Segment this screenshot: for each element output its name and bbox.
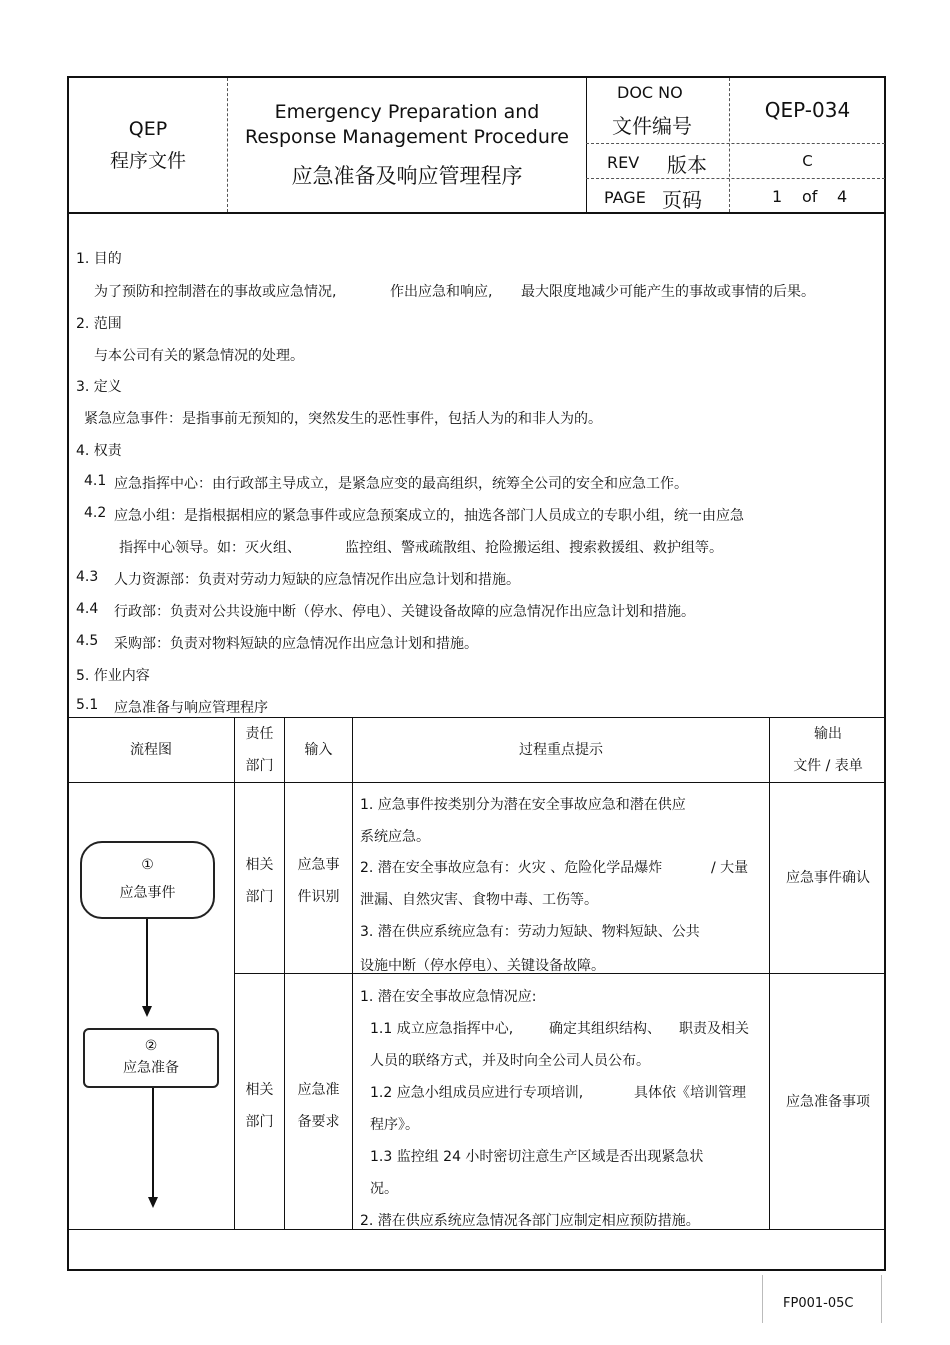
row2-input-line1: 应急准 [297, 1082, 340, 1098]
title-en-line1: Emergency Preparation and [274, 101, 540, 123]
col-divider-input [352, 717, 353, 1229]
header-bottom-border [67, 212, 886, 214]
flow-step-1-number: ① [141, 857, 154, 873]
page-of: of [802, 187, 818, 206]
section-1-text-a: 为了预防和控制潜在的事故或应急情况, [94, 284, 337, 300]
row2-process-line3: 人员的联络方式，并及时向全公司人员公布。 [370, 1053, 650, 1069]
col-divider-flow [234, 717, 235, 1229]
section-5-1-text: 应急准备与响应管理程序 [114, 700, 268, 716]
section-4-title: 4. 权责 [76, 443, 122, 459]
section-2-title: 2. 范围 [76, 316, 122, 332]
doc-no-en: DOC NO [617, 83, 683, 102]
flow-step-2-box [83, 1028, 219, 1088]
section-1-title: 1. 目的 [76, 251, 122, 267]
th-dept-line1: 责任 [245, 726, 274, 742]
page-total: 4 [837, 187, 848, 206]
row1-output: 应急事件确认 [786, 870, 870, 886]
flow-step-2-label: 应急准备 [123, 1060, 179, 1076]
page-current: 1 [772, 187, 783, 206]
section-4-2-num: 4.2 [84, 505, 107, 521]
procedure-file-label: 程序文件 [109, 150, 186, 172]
section-4-2-text: 应急小组：是指根据相应的紧急事件或应急预案成立的，抽选各部门人员成立的专职小组，统一由应急 [114, 508, 744, 524]
row1-input-line2: 件识别 [297, 889, 340, 905]
qep-label: QEP [128, 118, 168, 140]
row2-process-line5: 程序》。 [370, 1117, 419, 1133]
row2-process-line2a: 1.1 成立应急指挥中心, [370, 1021, 514, 1037]
th-input: 输入 [304, 742, 333, 758]
row2-process-line7: 况。 [370, 1181, 398, 1197]
doc-no-cn: 文件编号 [612, 114, 692, 138]
section-4-2-cont-b: 监控组、警戒疏散组、抢险搬运组、搜索救援组、救护组等。 [345, 540, 723, 556]
rev-label-cell [587, 144, 729, 178]
header-left-block [69, 78, 227, 212]
th-dept [235, 718, 284, 782]
title-cn: 应急准备及响应管理程序 [291, 164, 523, 188]
flow-step-1-label: 应急事件 [119, 885, 176, 901]
flow-arrow-2-head [148, 1197, 158, 1208]
section-2-text: 与本公司有关的紧急情况的处理。 [94, 348, 304, 364]
row1-process-line3b: / 大量 [711, 860, 749, 876]
row2-process-line6: 1.3 监控组 24 小时密切注意生产区域是否出现紧急状 [370, 1149, 704, 1165]
row2-input-line2: 备要求 [297, 1114, 340, 1130]
row2-process-line2b: 确定其组织结构、 [549, 1021, 661, 1037]
page-en: PAGE [604, 188, 646, 207]
header-title-block [228, 78, 586, 212]
row1-process-line6: 设施中断（停水停电）、关键设备故障。 [360, 958, 605, 974]
section-4-2-cont-a: 指挥中心领导。如：灭火组、 [119, 540, 301, 556]
flow-arrow-1-head [142, 1006, 152, 1017]
flow-step-1-box [80, 841, 215, 919]
page-value [730, 179, 885, 212]
col-divider-dept [284, 717, 285, 1229]
row2-dept-line1: 相关 [245, 1082, 274, 1098]
row2-process-line4b: 具体依《培训管理 [634, 1085, 746, 1101]
form-code: FP001-05C [783, 1296, 854, 1311]
row2-output: 应急准备事项 [786, 1093, 870, 1110]
table-header-bottom [68, 782, 886, 783]
section-4-4-num: 4.4 [76, 601, 99, 617]
row1-input [285, 849, 352, 913]
th-output [770, 718, 886, 782]
row2-input [285, 1074, 352, 1138]
section-5-1-num: 5.1 [76, 697, 99, 713]
section-5-title: 5. 作业内容 [76, 668, 150, 684]
doc-no-value: QEP-034 [764, 98, 851, 122]
row1-dept-line1: 相关 [245, 857, 274, 873]
row2-process-line4a: 1.2 应急小组成员应进行专项培训, [370, 1085, 584, 1101]
section-3-title: 3. 定义 [76, 379, 122, 395]
row1-dept-line2: 部门 [245, 889, 274, 905]
row2-dept-line2: 部门 [245, 1114, 274, 1130]
row1-process-line5: 3. 潜在供应系统应急有：劳动力短缺、物料短缺、公共 [360, 924, 700, 940]
flow-arrow-1-line [146, 919, 148, 1007]
row2-process-line1: 1. 潜在安全事故应急情况应: [360, 989, 537, 1005]
rev-en: REV [607, 153, 640, 172]
row1-process-line4: 泄漏、自然灾害、食物中毒、工伤等。 [360, 892, 598, 908]
row2-process-line8: 2. 潜在供应系统应急情况各部门应制定相应预防措施。 [360, 1213, 700, 1229]
title-en-line2: Response Management Procedure [245, 126, 569, 148]
row1-dept [235, 849, 284, 913]
rev-value: C [802, 152, 813, 170]
th-flow: 流程图 [130, 742, 172, 758]
th-output-line1: 输出 [814, 726, 842, 742]
page-label-cell [587, 179, 729, 212]
section-1-text-b: 作出应急和响应, [390, 284, 493, 300]
th-dept-line2: 部门 [245, 758, 274, 774]
th-process: 过程重点提示 [519, 742, 603, 758]
row2-dept [235, 1074, 284, 1138]
row1-process-line3: 2. 潜在安全事故应急有：火灾 、危险化学品爆炸 [360, 860, 663, 876]
th-output-line2: 文件 / 表单 [793, 758, 863, 774]
section-4-5-num: 4.5 [76, 633, 99, 649]
page-cn: 页码 [662, 188, 702, 212]
doc-no-label-cell [587, 78, 729, 143]
section-3-text: 紧急应急事件：是指事前无预知的，突然发生的恶性事件，包括人为的和非人为的。 [84, 411, 602, 427]
rev-cn: 版本 [667, 153, 707, 177]
section-4-3-text: 人力资源部：负责对劳动力短缺的应急情况作出应急计划和措施。 [114, 572, 520, 588]
flow-arrow-2-line [152, 1088, 154, 1198]
section-4-1-num: 4.1 [84, 473, 107, 489]
row1-input-line1: 应急事 [297, 857, 340, 873]
section-4-1-text: 应急指挥中心：由行政部主导成立，是紧急应变的最高组织，统筹全公司的安全和应急工作。 [114, 476, 688, 492]
row2-process-line2c: 职责及相关 [679, 1021, 749, 1037]
section-1-text-c: 最大限度地减少可能产生的事故或事情的后果。 [521, 284, 815, 300]
section-4-4-text: 行政部：负责对公共设施中断（停水、停电）、关键设备故障的应急情况作出应急计划和措施。 [114, 604, 695, 620]
row1-process-line2: 系统应急。 [360, 829, 430, 845]
section-4-5-text: 采购部：负责对物料短缺的应急情况作出应急计划和措施。 [114, 636, 478, 652]
section-4-3-num: 4.3 [76, 569, 99, 585]
row1-process-line1: 1. 应急事件按类别分为潜在安全事故应急和潜在供应 [360, 797, 686, 813]
flow-step-2-number: ② [144, 1038, 158, 1054]
